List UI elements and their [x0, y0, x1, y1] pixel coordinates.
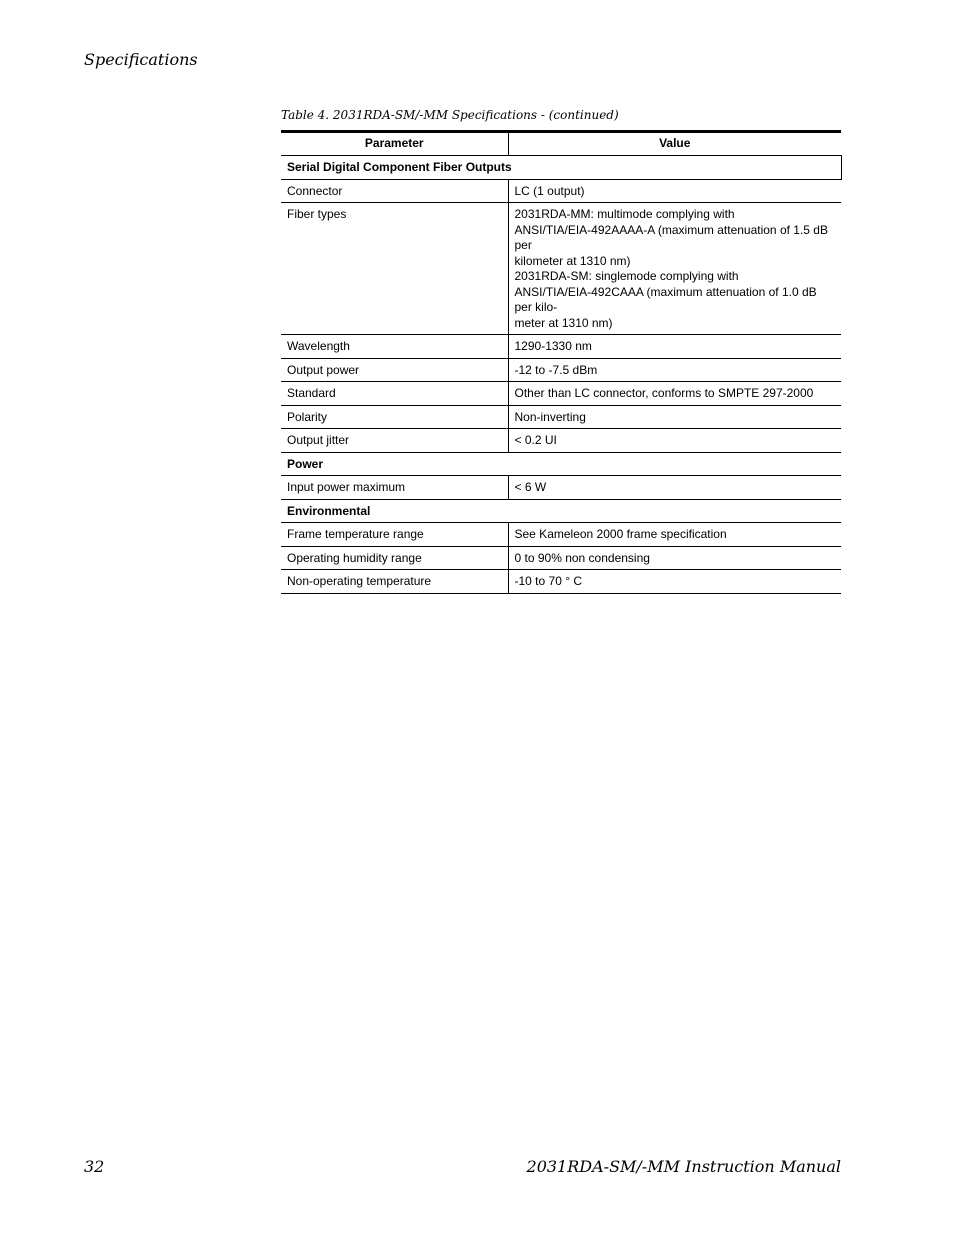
param-cell: Output jitter [281, 429, 508, 453]
table-row [281, 523, 841, 547]
param-cell: Frame temperature range [281, 523, 508, 547]
section-title: Environmental [281, 499, 841, 523]
column-header-value: Value [508, 132, 841, 156]
value-cell [508, 203, 841, 335]
param-cell: Non-operating temperature [281, 570, 508, 594]
value-cell: -12 to -7.5 dBm [508, 358, 841, 382]
param-cell: Polarity [281, 405, 508, 429]
value-cell: See Kameleon 2000 frame specification [508, 523, 841, 547]
table-row [281, 358, 841, 382]
section-header-power [281, 452, 841, 476]
table-row [281, 570, 841, 594]
table-row [281, 476, 841, 500]
value-line: 2031RDA-MM: multimode complying with [514, 207, 735, 221]
table-row [281, 546, 841, 570]
page-number: 32 [84, 1157, 105, 1176]
value-cell: 1290-1330 nm [508, 335, 841, 359]
param-cell: Output power [281, 358, 508, 382]
param-cell: Connector [281, 179, 508, 203]
value-line: ANSI/TIA/EIA-492AAAA-A (maximum attenuation of 1.5 dB per [514, 222, 828, 252]
table-row [281, 203, 841, 335]
value-line: 2031RDA-SM: singlemode complying with [514, 269, 739, 283]
table-header-row [281, 132, 841, 156]
table-row [281, 382, 841, 406]
table-row [281, 179, 841, 203]
param-cell: Input power maximum [281, 476, 508, 500]
specifications-table [281, 130, 842, 594]
value-cell: LC (1 output) [508, 179, 841, 203]
table-caption: Table 4. 2031RDA-SM/-MM Specifications - (continued) [281, 108, 619, 122]
section-title: Serial Digital Component Fiber Outputs [281, 156, 841, 180]
param-cell: Wavelength [281, 335, 508, 359]
section-title: Power [281, 452, 841, 476]
param-cell: Standard [281, 382, 508, 406]
value-line: ANSI/TIA/EIA-492CAAA (maximum attenuation of 1.0 dB per kilo- [514, 284, 817, 314]
value-cell: -10 to 70 ° C [508, 570, 841, 594]
value-line: meter at 1310 nm) [514, 315, 613, 330]
value-cell: Non-inverting [508, 405, 841, 429]
table-row [281, 429, 841, 453]
running-head: Specifications [84, 50, 198, 69]
table-row [281, 335, 841, 359]
section-header-fiber-outputs [281, 156, 841, 180]
value-cell: < 6 W [508, 476, 841, 500]
value-cell: Other than LC connector, conforms to SMPTE 297-2000 [508, 382, 841, 406]
manual-title: 2031RDA-SM/-MM Instruction Manual [526, 1157, 841, 1176]
section-header-environmental [281, 499, 841, 523]
value-line: kilometer at 1310 nm) [514, 253, 631, 268]
column-header-parameter: Parameter [281, 132, 508, 156]
value-cell: < 0.2 UI [508, 429, 841, 453]
param-cell: Operating humidity range [281, 546, 508, 570]
param-cell: Fiber types [281, 203, 508, 335]
table-row [281, 405, 841, 429]
value-cell: 0 to 90% non condensing [508, 546, 841, 570]
